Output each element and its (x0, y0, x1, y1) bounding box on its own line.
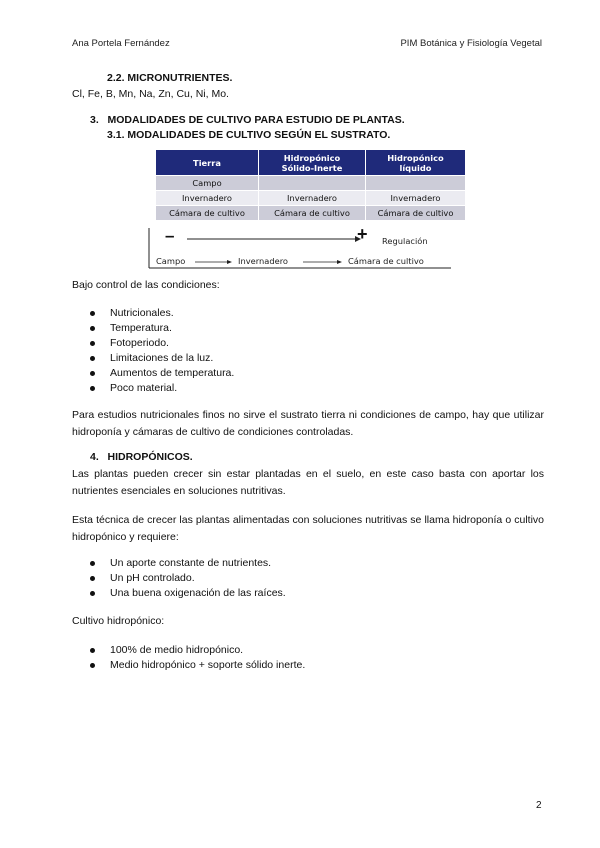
regulation-label: Regulación (382, 236, 428, 246)
table-header-solido-inerte (259, 150, 366, 176)
table-cell: Cámara de cultivo (259, 206, 366, 221)
conditions-list (88, 306, 234, 396)
list-item: Fotoperiodo. (88, 336, 234, 351)
table-cell: Cámara de cultivo (156, 206, 259, 221)
table-row (156, 176, 466, 191)
section-2-2-title: 2.2. MICRONUTRIENTES. (107, 72, 233, 84)
list-item: Una buena oxigenación de las raíces. (88, 586, 286, 601)
hydroponics-paragraph-2: Esta técnica de crecer las plantas alimentadas con soluciones nutritivas se llama hidroponía o cultivo hidropónico y requiere: (72, 514, 544, 543)
substrate-table (156, 150, 466, 220)
header-line: Sólido-Inerte (281, 162, 343, 173)
section-3-1-title: 3.1. MODALIDADES DE CULTIVO SEGÚN EL SUSTRATO. (107, 129, 391, 141)
diagram-camara: Cámara de cultivo (348, 256, 424, 266)
table-row (156, 206, 466, 221)
micronutrients-list: Cl, Fe, B, Mn, Na, Zn, Cu, Ni, Mo. (72, 88, 229, 100)
list-item: Aumentos de temperatura. (88, 366, 234, 381)
page-number: 2 (536, 800, 542, 811)
table-cell (259, 176, 366, 191)
list-item: Temperatura. (88, 321, 234, 336)
list-item: Limitaciones de la luz. (88, 351, 234, 366)
conditions-intro: Bajo control de las condiciones: (72, 279, 220, 291)
table-cell: Invernadero (259, 191, 366, 206)
section-4-title: 4. HIDROPÓNICOS. (90, 451, 193, 463)
diagram-campo: Campo (156, 256, 186, 266)
requirements-list (88, 556, 286, 601)
list-item: Un aporte constante de nutrientes. (88, 556, 286, 571)
table-row (156, 191, 466, 206)
table-cell: Invernadero (366, 191, 466, 206)
arrow-head-icon (227, 260, 232, 264)
regulation-diagram (145, 222, 455, 274)
hydroponics-paragraph-1: Las plantas pueden crecer sin estar plantadas en el suelo, en este caso basta con aportar los nutrientes esenciales en soluciones nutritivas. (72, 468, 544, 497)
table-cell: Cámara de cultivo (366, 206, 466, 221)
plus-sign: + (357, 224, 368, 244)
header-author: Ana Portela Fernández (72, 38, 170, 49)
header-line: Hidropónico (387, 152, 444, 163)
diagram-invernadero: Invernadero (238, 256, 289, 266)
cultivo-list (88, 643, 305, 673)
conditions-paragraph: Para estudios nutricionales finos no sirve el sustrato tierra ni condiciones de campo, hay que utilizar hidroponía y cámaras de cultivo de condiciones controladas. (72, 409, 544, 438)
table-cell (366, 176, 466, 191)
header-course: PIM Botánica y Fisiología Vegetal (400, 38, 542, 49)
cultivo-title: Cultivo hidropónico: (72, 615, 165, 627)
table-header-tierra: Tierra (156, 150, 259, 176)
list-item: Nutricionales. (88, 306, 234, 321)
list-item: Poco material. (88, 381, 234, 396)
table-cell: Campo (156, 176, 259, 191)
list-item: 100% de medio hidropónico. (88, 643, 305, 658)
header-line: líquido (399, 162, 432, 173)
minus-sign: – (165, 226, 175, 245)
list-item: Un pH controlado. (88, 571, 286, 586)
table-cell: Invernadero (156, 191, 259, 206)
table-header-liquido (366, 150, 466, 176)
section-3-title: 3. MODALIDADES DE CULTIVO PARA ESTUDIO DE PLANTAS. (90, 114, 405, 126)
arrow-head-icon (337, 260, 342, 264)
header-line: Hidropónico (283, 152, 341, 163)
list-item: Medio hidropónico + soporte sólido inerte. (88, 658, 305, 673)
